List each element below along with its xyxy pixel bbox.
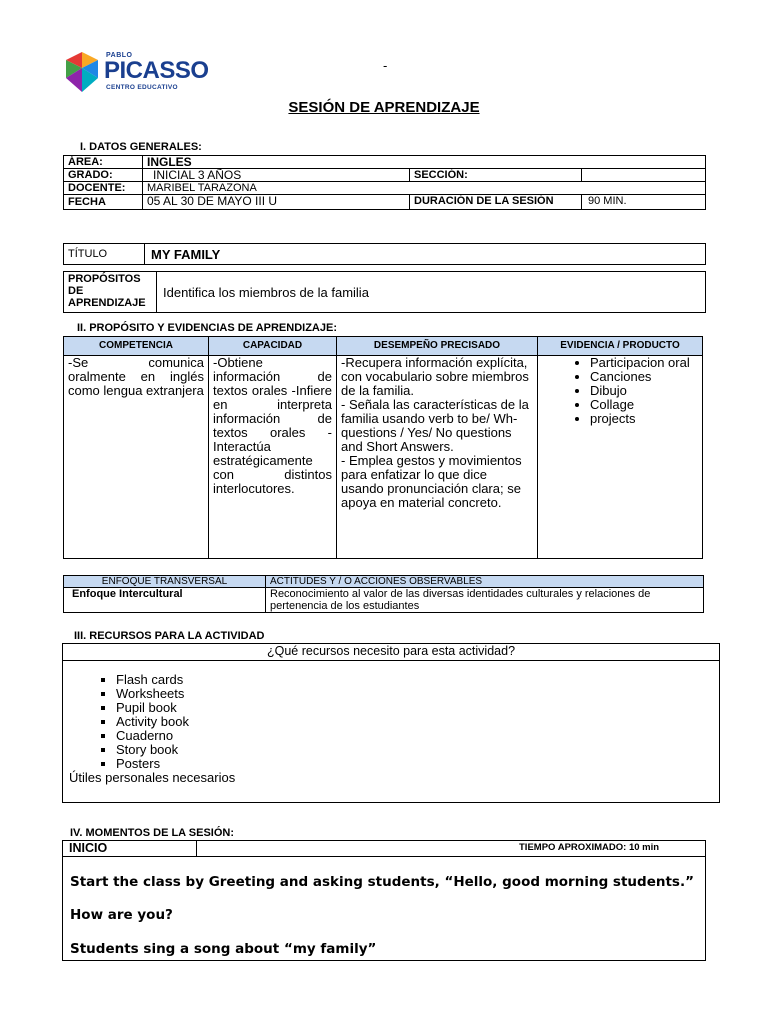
titulo-label: TÍTULO bbox=[64, 244, 145, 265]
docente-label: DOCENTE: bbox=[64, 182, 143, 195]
header-capacidad: CAPACIDAD bbox=[209, 337, 337, 356]
recurso-item: ▪ Cuaderno bbox=[116, 729, 719, 743]
seccion-value bbox=[582, 169, 706, 182]
grado-label: GRADO: bbox=[64, 169, 143, 182]
page-title: SESIÓN DE APRENDIZAJE bbox=[288, 99, 480, 116]
recurso-item: ▪ Story book bbox=[116, 743, 719, 757]
datos-table bbox=[63, 155, 706, 210]
section-proposito-heading: II. PROPÓSITO Y EVIDENCIAS DE APRENDIZAJE: bbox=[77, 322, 337, 334]
logo-mark-icon bbox=[62, 50, 102, 94]
evidencia-item: • Dibujo bbox=[590, 384, 698, 398]
recurso-item: ▪ Pupil book bbox=[116, 701, 719, 715]
recursos-box bbox=[62, 643, 720, 803]
header-dash: - bbox=[383, 58, 388, 73]
evidencia-item: • Collage bbox=[590, 398, 698, 412]
duracion-value: 90 MIN. bbox=[582, 195, 706, 210]
evidencia-item: • projects bbox=[590, 412, 698, 426]
enfoque-header: ENFOQUE TRANSVERSAL bbox=[64, 576, 266, 588]
recurso-item: ▪ Flash cards bbox=[116, 673, 719, 687]
evidencia-item: • Canciones bbox=[590, 370, 698, 384]
header-competencia: COMPETENCIA bbox=[64, 337, 209, 356]
fecha-label: FECHA bbox=[64, 195, 143, 210]
fecha-value: 05 AL 30 DE MAYO III U bbox=[143, 195, 410, 210]
section-datos-heading: I. DATOS GENERALES: bbox=[80, 141, 202, 153]
evidencia-item: • Participacion oral bbox=[590, 356, 698, 370]
enfoque-name: Enfoque Intercultural bbox=[64, 588, 266, 613]
section-recursos-heading: III. RECURSOS PARA LA ACTIVIDAD bbox=[74, 630, 265, 642]
recursos-question: ¿Qué recursos necesito para esta actividad? bbox=[63, 644, 719, 661]
school-logo bbox=[62, 48, 222, 96]
recurso-item: ▪ Posters bbox=[116, 757, 719, 771]
propositos-table bbox=[63, 271, 706, 313]
propositos-value: Identifica los miembros de la familia bbox=[157, 272, 706, 313]
propositos-label: PROPÓSITOS DE APRENDIZAJE bbox=[64, 272, 157, 313]
momentos-box bbox=[62, 840, 706, 961]
evidencias-table bbox=[63, 336, 703, 559]
enfoque-desc: Reconocimiento al valor de las diversas identidades culturales y relaciones de pertenencia de los estudiantes bbox=[266, 588, 704, 613]
evidencia-cell bbox=[538, 356, 703, 559]
inicio-label: INICIO bbox=[63, 841, 197, 856]
logo-subtitle: CENTRO EDUCATIVO bbox=[106, 84, 178, 91]
recurso-item: ▪ Activity book bbox=[116, 715, 719, 729]
desempeno-cell: -Recupera información explícita, con vocabulario sobre miembros de la familia. - Señala las características de la familia usando verb to be/ Wh-questions / Yes/ No questions and Short Answers. - Emplea gestos y movimientos para enfatizar lo que dice usando pronunciación clara; se apoya en material concreto. bbox=[337, 356, 538, 559]
momento-line: Students sing a song about “my family” bbox=[70, 941, 377, 957]
titulo-value: MY FAMILY bbox=[145, 244, 706, 265]
recurso-item: ▪ Worksheets bbox=[116, 687, 719, 701]
section-momentos-heading: IV. MOMENTOS DE LA SESIÓN: bbox=[70, 827, 235, 839]
enfoque-table bbox=[63, 575, 704, 613]
recursos-footer: Útiles personales necesarios bbox=[69, 770, 236, 785]
area-value: INGLES bbox=[143, 156, 706, 169]
grado-value: INICIAL 3 AÑOS bbox=[143, 169, 410, 182]
actitudes-header: ACTITUDES Y / O ACCIONES OBSERVABLES bbox=[266, 576, 704, 588]
competencia-cell: -Se comunica oralmente en inglés como lengua extranjera bbox=[64, 356, 209, 559]
logo-top-text: PABLO bbox=[106, 52, 133, 59]
momentos-header bbox=[63, 841, 705, 857]
seccion-label: SECCIÓN: bbox=[410, 169, 582, 182]
capacidad-cell: -Obtiene información de textos orales -Infiere en interpreta información de textos orales -Interactúa estratégicamente con distintos interlocutores. bbox=[209, 356, 337, 559]
header-evidencia: EVIDENCIA / PRODUCTO bbox=[538, 337, 703, 356]
momento-line: How are you? bbox=[70, 907, 173, 923]
titulo-table bbox=[63, 243, 706, 265]
area-label: ÁREA: bbox=[64, 156, 143, 169]
logo-name: PICASSO bbox=[104, 57, 209, 84]
momento-line: Start the class by Greeting and asking students, “Hello, good morning students.” bbox=[70, 874, 694, 890]
duracion-label: DURACIÓN DE LA SESIÓN bbox=[410, 195, 582, 210]
docente-value: MARIBEL TARAZONA bbox=[143, 182, 706, 195]
header-desempeno: DESEMPEÑO PRECISADO bbox=[337, 337, 538, 356]
tiempo-label: TIEMPO APROXIMADO: 10 min bbox=[519, 842, 660, 853]
